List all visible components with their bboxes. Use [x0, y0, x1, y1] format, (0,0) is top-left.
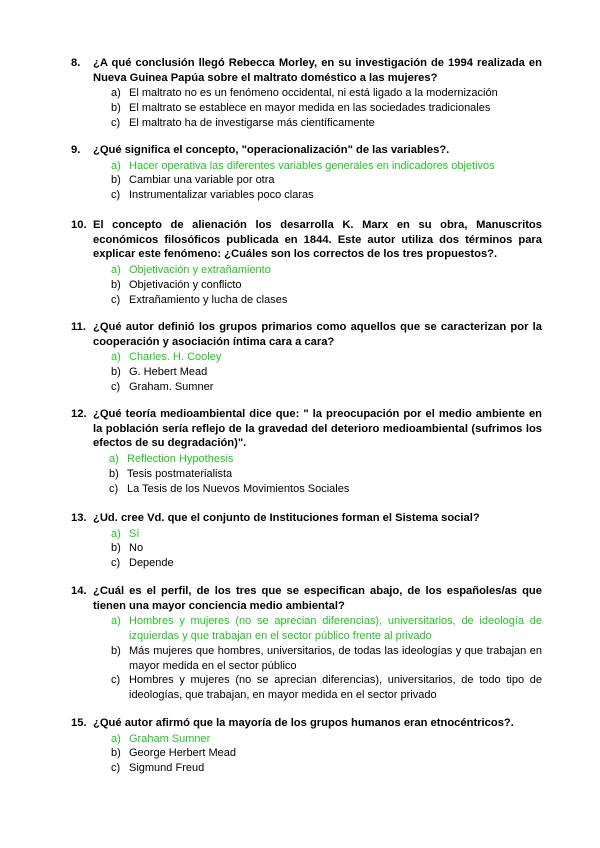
answer-letter: b)	[111, 542, 121, 555]
answer-option-b	[0, 173, 600, 188]
answer-text: Hombres y mujeres (no se aprecian diferencias), universitarios, de todo tipo de ideologías, que trabajan, en mayor medida en el sector privado	[129, 674, 542, 701]
answer-text: Cambiar una variable por otra	[129, 174, 275, 187]
answer-text: Sí	[129, 527, 140, 540]
answer-text: G. Hebert Mead	[129, 366, 208, 379]
answer-option-b	[0, 467, 600, 482]
answer-text: Instrumentalizar variables poco claras	[129, 189, 314, 202]
answer-text: Sigmund Freud	[129, 762, 205, 775]
answer-option-c	[0, 761, 600, 776]
question-number: 9.	[71, 144, 81, 156]
answer-letter: c)	[111, 116, 121, 129]
answer-option-a	[0, 263, 600, 278]
answer-letter: b)	[111, 278, 121, 291]
answer-option-a	[0, 350, 600, 365]
question-header	[0, 320, 600, 349]
answer-letter: b)	[111, 366, 121, 379]
answer-text: El maltrato ha de investigarse más científicamente	[129, 116, 375, 129]
answer-text: Reflection Hypothesis	[127, 453, 234, 466]
answer-letter: b)	[109, 467, 119, 480]
question-text: ¿Qué significa el concepto, "operacionalización" de las variables?.	[93, 144, 450, 156]
question-11	[0, 320, 600, 395]
answer-option-c	[0, 380, 600, 395]
answer-option-a	[0, 452, 600, 467]
question-text: ¿Cuál es el perfil, de los tres que se especifican abajo, de los españoles/as que tienen una mayor conciencia medio ambiental?	[93, 585, 542, 612]
answer-letter: a)	[111, 87, 121, 100]
answer-list	[0, 732, 600, 776]
answer-option-c	[0, 116, 600, 131]
answer-list	[0, 614, 600, 702]
answer-letter: c)	[111, 762, 121, 775]
answer-letter: a)	[111, 264, 121, 277]
question-header	[0, 407, 600, 451]
question-text: ¿Qué autor definió los grupos primarios como aquellos que se caracterizan por la cooperación y asociación íntima cara a cara?	[93, 321, 542, 348]
question-header	[0, 716, 600, 731]
question-12	[0, 407, 600, 496]
question-text: El concepto de alienación los desarrolla K. Marx en su obra, Manuscritos económicos filosóficos publicada en 1844. Este autor utiliza dos términos para explicar este fenómeno: ¿Cuáles son los correctos de los tres propuestos?.	[93, 219, 542, 261]
question-number: 15.	[71, 717, 87, 729]
question-number: 13.	[71, 512, 87, 524]
question-header	[0, 143, 600, 158]
answer-text: Hombres y mujeres (no se aprecian diferencias), universitarios, de ideología de izquierdas y que trabajan en el sector público frente al privado	[129, 615, 542, 643]
answer-option-b	[0, 541, 600, 556]
answer-letter: c)	[111, 557, 121, 570]
answer-list	[0, 159, 600, 203]
answer-text: El maltrato se establece en mayor medida en las sociedades tradicionales	[129, 102, 491, 115]
answer-option-b	[0, 278, 600, 293]
question-9	[0, 143, 600, 203]
answer-list	[0, 350, 600, 394]
answer-text: Graham. Sumner	[129, 380, 214, 393]
answer-letter: c)	[111, 293, 121, 306]
answer-text: Graham Sumner	[129, 732, 211, 745]
question-number: 12.	[71, 408, 87, 420]
answer-letter: b)	[111, 644, 121, 657]
answer-letter: a)	[111, 351, 121, 364]
answer-letter: c)	[111, 380, 121, 393]
question-number: 11.	[71, 321, 86, 333]
question-10	[0, 218, 600, 307]
question-14	[0, 584, 600, 703]
question-header	[0, 584, 600, 613]
question-text: ¿A qué conclusión llegó Rebecca Morley, en su investigación de 1994 realizada en Nueva Guinea Papúa sobre el maltrato doméstico a las mujeres?	[93, 57, 542, 84]
answer-letter: b)	[111, 747, 121, 760]
answer-option-b	[0, 365, 600, 380]
question-8	[0, 56, 600, 131]
answer-list	[0, 527, 600, 571]
question-15	[0, 716, 600, 776]
answer-letter: c)	[111, 189, 121, 202]
answer-option-a	[0, 159, 600, 174]
answer-letter: b)	[111, 174, 121, 187]
answer-option-b	[0, 746, 600, 761]
question-number: 10.	[71, 219, 87, 231]
answer-text: Objetivación y extrañamiento	[129, 264, 271, 277]
answer-letter: a)	[111, 159, 121, 172]
answer-option-a	[0, 732, 600, 747]
answer-text: El maltrato no es un fenómeno occidental, ni está ligado a la modernización	[129, 87, 498, 100]
question-header	[0, 511, 600, 526]
answer-option-c	[0, 482, 600, 497]
question-text: ¿Ud. cree Vd. que el conjunto de Instituciones forman el Sistema social?	[93, 512, 480, 524]
answer-letter: a)	[109, 453, 119, 466]
answer-text: Hacer operativa las diferentes variables generales en indicadores objetivos	[129, 159, 495, 172]
answer-option-c	[0, 556, 600, 571]
question-header	[0, 56, 600, 85]
answer-letter: a)	[111, 527, 121, 540]
answer-option-a	[0, 527, 600, 542]
answer-text: Más mujeres que hombres, universitarios, de todas las ideologías y que trabajan en mayor medida en el sector público	[129, 644, 542, 672]
answer-list	[0, 86, 600, 130]
answer-option-a	[0, 86, 600, 101]
answer-text: Objetivación y conflicto	[129, 278, 242, 291]
answer-text: Depende	[129, 557, 174, 570]
answer-option-b	[0, 644, 600, 673]
answer-letter: c)	[109, 482, 119, 495]
answer-text: La Tesis de los Nuevos Movimientos Sociales	[127, 482, 350, 495]
answer-option-c	[0, 673, 600, 702]
answer-list	[0, 452, 600, 496]
answer-list	[0, 263, 600, 307]
answer-letter: a)	[111, 732, 121, 745]
question-header	[0, 218, 600, 262]
question-number: 8.	[71, 57, 81, 69]
answer-option-a	[0, 614, 600, 643]
answer-text: George Herbert Mead	[129, 747, 236, 760]
question-text: ¿Qué teoría medioambiental dice que: " la preocupación por el medio ambiente en la población sería reflejo de la gravedad del deterioro medioambiental (sufrimos los efectos de su degradación)".	[93, 408, 542, 450]
answer-option-b	[0, 101, 600, 116]
answer-option-c	[0, 188, 600, 203]
answer-text: Charles. H. Cooley	[129, 351, 222, 364]
answer-text: No	[129, 542, 144, 555]
answer-option-c	[0, 293, 600, 308]
answer-letter: c)	[111, 674, 121, 687]
question-number: 14.	[71, 585, 87, 597]
question-13	[0, 511, 600, 571]
answer-text: Extrañamiento y lucha de clases	[129, 293, 288, 306]
answer-text: Tesis postmaterialista	[127, 467, 233, 480]
question-text: ¿Qué autor afirmó que la mayoría de los grupos humanos eran etnocéntricos?.	[93, 717, 514, 729]
answer-letter: a)	[111, 615, 121, 628]
answer-letter: b)	[111, 102, 121, 115]
